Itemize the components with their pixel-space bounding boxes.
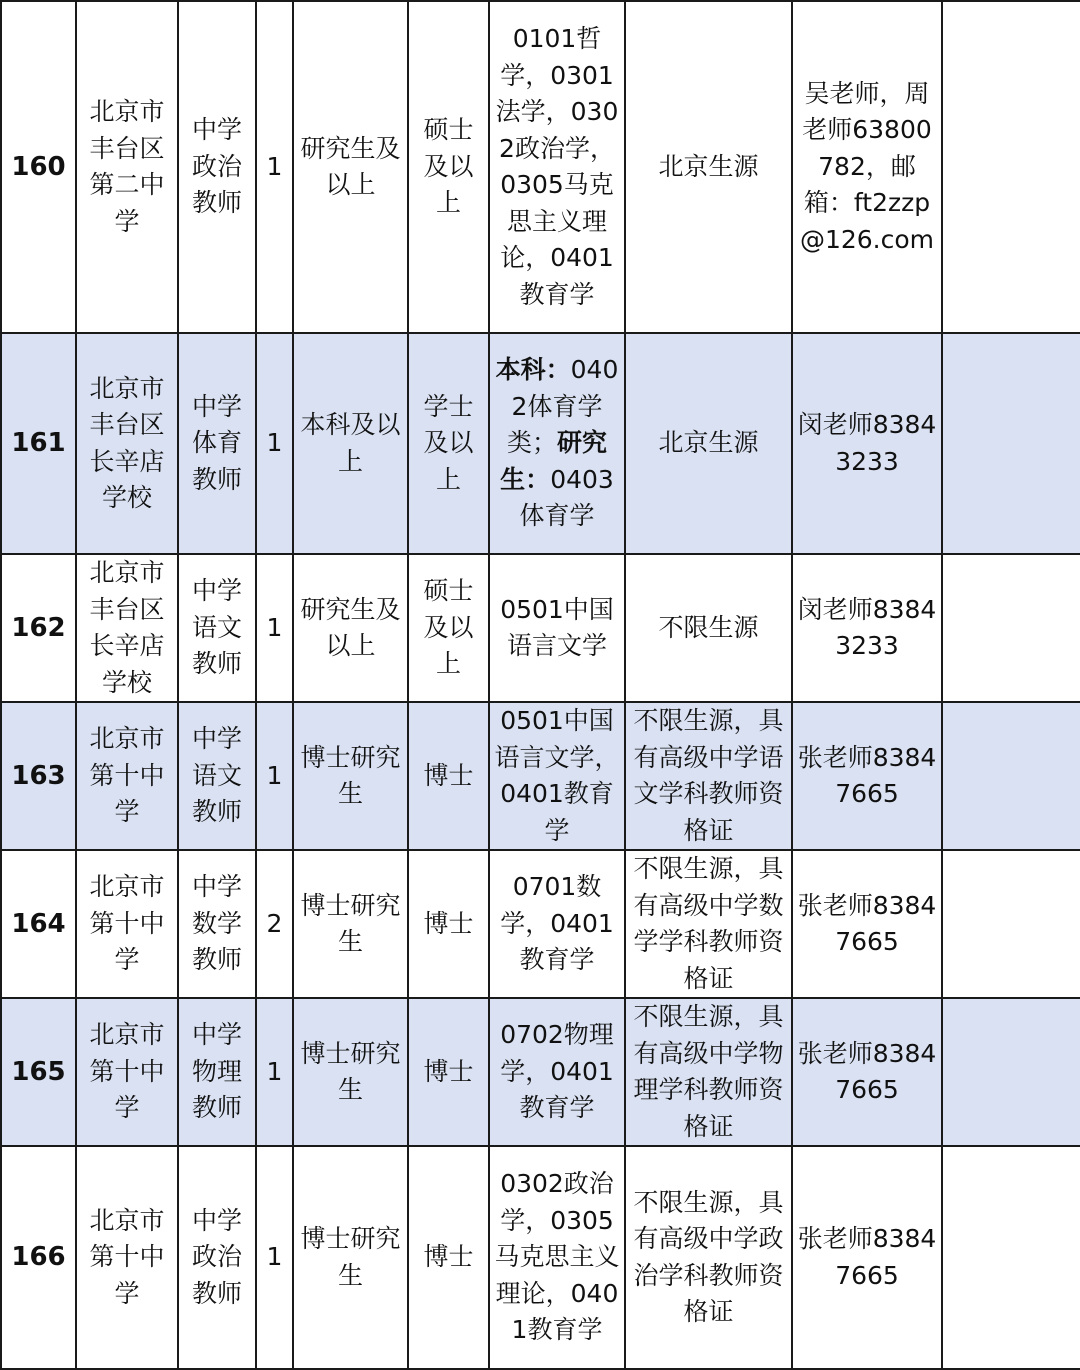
- position-cell: 中学语文教师: [178, 554, 256, 702]
- education-cell: 博士研究生: [293, 1146, 408, 1369]
- contact-cell: 张老师83847665: [792, 702, 942, 850]
- source-cell: 不限生源，具有高级中学物理学科教师资格证: [625, 998, 792, 1146]
- remark-cell: [942, 850, 1080, 998]
- count-cell: 1: [256, 998, 293, 1146]
- row-number: 164: [1, 850, 76, 998]
- contact-cell: 闵老师83843233: [792, 333, 942, 554]
- education-cell: 博士研究生: [293, 850, 408, 998]
- table-row: [1, 702, 1080, 850]
- major-cell: 0501中国语言文学: [489, 554, 625, 702]
- source-cell: 北京生源: [625, 333, 792, 554]
- row-number: 165: [1, 998, 76, 1146]
- remark-cell: [942, 333, 1080, 554]
- row-number: 162: [1, 554, 76, 702]
- source-cell: 不限生源，具有高级中学数学学科教师资格证: [625, 850, 792, 998]
- major-label-undergrad: 本科：: [495, 355, 571, 385]
- degree-cell: 学士及以上: [408, 333, 489, 554]
- employer-cell: 北京市第十中学: [76, 850, 178, 998]
- employer-cell: 北京市第十中学: [76, 702, 178, 850]
- position-cell: 中学数学教师: [178, 850, 256, 998]
- major-cell: 0702物理学，0401教育学: [489, 998, 625, 1146]
- contact-cell: 闵老师83843233: [792, 554, 942, 702]
- table-row: [1, 554, 1080, 702]
- education-cell: 研究生及以上: [293, 1, 408, 333]
- major-cell: 0101哲学，0301法学，0302政治学，0305马克思主义理论，0401教育学: [489, 1, 625, 333]
- table-row: [1, 1146, 1080, 1369]
- employer-cell: 北京市丰台区长辛店学校: [76, 333, 178, 554]
- position-cell: 中学物理教师: [178, 998, 256, 1146]
- remark-cell: [942, 702, 1080, 850]
- contact-cell: 吴老师，周老师63800782，邮箱：ft2zzp@126.com: [792, 1, 942, 333]
- count-cell: 1: [256, 1, 293, 333]
- count-cell: 1: [256, 702, 293, 850]
- major-cell: 0501中国语言文学，0401教育学: [489, 702, 625, 850]
- source-cell: 不限生源，具有高级中学语文学科教师资格证: [625, 702, 792, 850]
- employer-cell: 北京市丰台区第二中学: [76, 1, 178, 333]
- major-cell: [489, 333, 625, 554]
- employer-cell: 北京市丰台区长辛店学校: [76, 554, 178, 702]
- table-row: [1, 333, 1080, 554]
- count-cell: 1: [256, 333, 293, 554]
- employer-cell: 北京市第十中学: [76, 1146, 178, 1369]
- count-cell: 2: [256, 850, 293, 998]
- education-cell: 博士研究生: [293, 998, 408, 1146]
- row-number: 161: [1, 333, 76, 554]
- degree-cell: 博士: [408, 850, 489, 998]
- contact-cell: 张老师83847665: [792, 850, 942, 998]
- education-cell: 本科及以上: [293, 333, 408, 554]
- source-cell: 不限生源: [625, 554, 792, 702]
- employer-cell: 北京市第十中学: [76, 998, 178, 1146]
- count-cell: 1: [256, 1146, 293, 1369]
- contact-cell: 张老师83847665: [792, 998, 942, 1146]
- position-cell: 中学体育教师: [178, 333, 256, 554]
- degree-cell: 博士: [408, 702, 489, 850]
- major-text-undergrad: 0402体育学类；: [506, 355, 619, 458]
- remark-cell: [942, 554, 1080, 702]
- position-cell: 中学语文教师: [178, 702, 256, 850]
- row-number: 160: [1, 1, 76, 333]
- table-row: [1, 850, 1080, 998]
- major-cell: 0701数学，0401教育学: [489, 850, 625, 998]
- row-number: 166: [1, 1146, 76, 1369]
- table-row: [1, 998, 1080, 1146]
- remark-cell: [942, 1, 1080, 333]
- remark-cell: [942, 1146, 1080, 1369]
- remark-cell: [942, 998, 1080, 1146]
- contact-cell: 张老师83847665: [792, 1146, 942, 1369]
- position-cell: 中学政治教师: [178, 1146, 256, 1369]
- education-cell: 博士研究生: [293, 702, 408, 850]
- source-cell: 北京生源: [625, 1, 792, 333]
- major-label-grad: 研究生：: [500, 428, 608, 494]
- row-number: 163: [1, 702, 76, 850]
- count-cell: 1: [256, 554, 293, 702]
- degree-cell: 硕士及以上: [408, 554, 489, 702]
- major-cell: 0302政治学，0305马克思主义理论，0401教育学: [489, 1146, 625, 1369]
- education-cell: 研究生及以上: [293, 554, 408, 702]
- position-cell: 中学政治教师: [178, 1, 256, 333]
- source-cell: 不限生源，具有高级中学政治学科教师资格证: [625, 1146, 792, 1369]
- major-text-grad: 0403体育学: [519, 464, 614, 531]
- degree-cell: 硕士及以上: [408, 1, 489, 333]
- degree-cell: 博士: [408, 998, 489, 1146]
- degree-cell: 博士: [408, 1146, 489, 1369]
- table-row: [1, 1, 1080, 333]
